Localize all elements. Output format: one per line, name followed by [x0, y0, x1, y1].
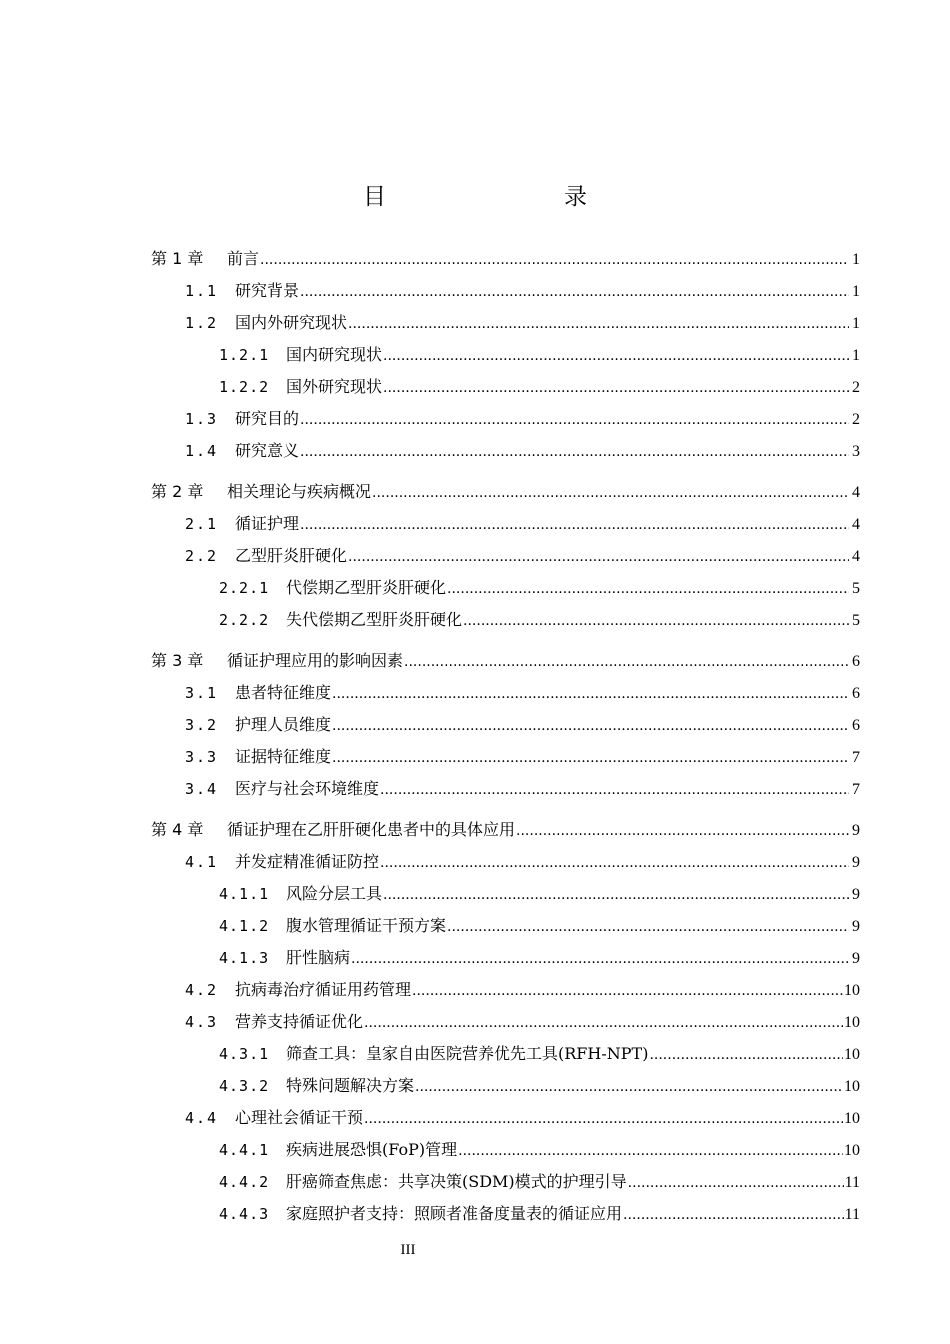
toc-entry-title: 循证护理在乙肝肝硬化患者中的具体应用 — [227, 820, 516, 839]
dot-leader — [463, 604, 849, 637]
toc-entry-number: 4.1.2 — [219, 917, 270, 935]
toc-entry-title: 研究目的 — [235, 409, 300, 428]
toc-entry[interactable] — [185, 540, 860, 572]
toc-entry-page: 9 — [852, 822, 860, 839]
toc-entry[interactable] — [219, 1166, 860, 1198]
dot-leader — [383, 339, 849, 372]
dot-leader — [300, 508, 849, 541]
toc-entry-page: 10 — [844, 1142, 860, 1159]
toc-entry[interactable] — [219, 604, 860, 636]
toc-entry[interactable] — [185, 677, 860, 709]
dot-leader — [412, 974, 843, 1007]
toc-entry-number: 2.2.2 — [219, 611, 270, 629]
dot-leader — [364, 1006, 843, 1039]
toc-entry[interactable] — [151, 476, 860, 508]
toc-entry-page: 2 — [852, 379, 860, 396]
toc-entry-number: 4.1.3 — [219, 949, 270, 967]
toc-entry[interactable] — [151, 814, 860, 846]
dot-leader — [300, 403, 849, 436]
toc-entry-title: 失代偿期乙型肝炎肝硬化 — [286, 610, 463, 629]
toc-entry-number: 2.2 — [185, 547, 219, 565]
dot-leader — [372, 476, 849, 509]
toc-entry[interactable] — [219, 1038, 860, 1070]
toc-entry[interactable] — [219, 1134, 860, 1166]
toc-entry-page: 6 — [852, 717, 860, 734]
toc-entry-title: 并发症精准循证防控 — [235, 852, 380, 871]
toc-entry-number: 4.4.1 — [219, 1141, 270, 1159]
toc-entry[interactable] — [219, 1070, 860, 1102]
toc-entry[interactable] — [185, 307, 860, 339]
toc-entry-number: 4.4.3 — [219, 1205, 270, 1223]
dot-leader — [383, 371, 849, 404]
toc-entry-number: 3.2 — [185, 716, 219, 734]
dot-leader — [649, 1038, 843, 1071]
toc-entry-title: 筛查工具：皇家自由医院营养优先工具(RFH-NPT) — [286, 1044, 649, 1063]
toc-entry[interactable] — [185, 508, 860, 540]
toc-entry-title: 乙型肝炎肝硬化 — [235, 546, 348, 565]
dot-leader — [332, 677, 849, 710]
dot-leader — [415, 1070, 843, 1103]
toc-entry-number: 4.3.2 — [219, 1077, 270, 1095]
dot-leader — [348, 540, 849, 573]
toc-entry-title: 家庭照护者支持：照顾者准备度量表的循证应用 — [286, 1204, 623, 1223]
toc-entry-page: 6 — [852, 685, 860, 702]
toc-entry-title: 研究背景 — [235, 281, 300, 300]
toc-entry[interactable] — [185, 974, 860, 1006]
toc-entry-number: 1.2.2 — [219, 378, 270, 396]
toc-entry-title: 国内外研究现状 — [235, 313, 348, 332]
toc-entry[interactable] — [185, 709, 860, 741]
toc-entry-page: 10 — [844, 982, 860, 999]
toc-entry-number: 4.4.2 — [219, 1173, 270, 1191]
dot-leader — [300, 435, 849, 468]
toc-entry-number: 第 2 章 — [151, 482, 204, 501]
toc-entry-title: 证据特征维度 — [235, 747, 332, 766]
dot-leader — [404, 645, 849, 678]
toc-entry-number: 第 1 章 — [151, 249, 204, 268]
toc-entry-title: 肝癌筛查焦虑：共享决策(SDM)模式的护理引导 — [286, 1172, 627, 1191]
toc-entry-number: 2.1 — [185, 515, 219, 533]
toc-entry-page: 5 — [852, 612, 860, 629]
toc-entry-title: 国外研究现状 — [286, 377, 383, 396]
toc-entry-number: 3.3 — [185, 748, 219, 766]
toc-entry-page: 4 — [852, 484, 860, 501]
toc-entry-page: 3 — [852, 443, 860, 460]
dot-leader — [447, 910, 849, 943]
toc-entry-number: 第 3 章 — [151, 651, 204, 670]
toc-entry-number: 1.4 — [185, 442, 219, 460]
toc-entry-title: 患者特征维度 — [235, 683, 332, 702]
toc-entry-page: 1 — [852, 315, 860, 332]
toc-entry-title: 心理社会循证干预 — [235, 1108, 364, 1127]
dot-leader — [364, 1102, 843, 1135]
toc-entry-page: 9 — [852, 950, 860, 967]
toc-entry-title: 腹水管理循证干预方案 — [286, 916, 447, 935]
toc-entry-title: 相关理论与疾病概况 — [227, 482, 372, 501]
toc-entry[interactable] — [219, 1198, 860, 1230]
toc-entry-page: 10 — [844, 1078, 860, 1095]
dot-leader — [351, 942, 849, 975]
dot-leader — [300, 275, 849, 308]
toc-entry-page: 4 — [852, 548, 860, 565]
toc-entry-page: 9 — [852, 886, 860, 903]
toc-entry[interactable] — [219, 371, 860, 403]
toc-entry[interactable] — [219, 572, 860, 604]
toc-entry[interactable] — [219, 339, 860, 371]
toc-entry-title: 特殊问题解决方案 — [286, 1076, 415, 1095]
toc-entry[interactable] — [151, 243, 860, 275]
toc-entry-page: 11 — [844, 1206, 860, 1223]
toc-entry-number: 4.3.1 — [219, 1045, 270, 1063]
toc-entry-page: 4 — [852, 516, 860, 533]
toc-entry[interactable] — [185, 773, 860, 805]
toc-entry-number: 4.1 — [185, 853, 219, 871]
toc-entry-page: 9 — [852, 854, 860, 871]
toc-entry[interactable] — [219, 878, 860, 910]
toc-entry[interactable] — [151, 645, 860, 677]
toc-entry[interactable] — [185, 741, 860, 773]
toc-entry-number: 第 4 章 — [151, 820, 204, 839]
toc-title: 目 录 — [363, 184, 631, 210]
toc-entry-title: 营养支持循证优化 — [235, 1012, 364, 1031]
toc-entry-page: 7 — [852, 781, 860, 798]
dot-leader — [380, 846, 849, 879]
dot-leader — [348, 307, 849, 340]
toc-entry-page: 9 — [852, 918, 860, 935]
toc-entry-title: 国内研究现状 — [286, 345, 383, 364]
toc-entry-title: 风险分层工具 — [286, 884, 383, 903]
toc-entry[interactable] — [185, 846, 860, 878]
toc-entry[interactable] — [185, 403, 860, 435]
toc-entry[interactable] — [185, 435, 860, 467]
toc-entry-page: 2 — [852, 411, 860, 428]
toc-entry-number: 1.1 — [185, 282, 219, 300]
toc-entry-number: 2.2.1 — [219, 579, 270, 597]
toc-entry-number: 3.4 — [185, 780, 219, 798]
dot-leader — [380, 773, 849, 806]
toc-entry-page: 1 — [852, 251, 860, 268]
toc-entry[interactable] — [219, 910, 860, 942]
toc-entry-page: 1 — [852, 283, 860, 300]
toc-entry-title: 疾病进展恐惧(FoP)管理 — [286, 1140, 458, 1159]
toc-entry[interactable] — [185, 1102, 860, 1134]
dot-leader — [383, 878, 849, 911]
toc-entry-number: 4.2 — [185, 981, 219, 999]
toc-entry-page: 10 — [844, 1014, 860, 1031]
dot-leader — [628, 1166, 844, 1199]
toc-entry-title: 前言 — [227, 249, 260, 268]
dot-leader — [260, 243, 849, 276]
toc-entry-number: 4.4 — [185, 1109, 219, 1127]
toc-entry-page: 6 — [852, 653, 860, 670]
toc-entry-number: 3.1 — [185, 684, 219, 702]
toc-entry-title: 循证护理 — [235, 514, 300, 533]
toc-entry-number: 1.2.1 — [219, 346, 270, 364]
toc-entry[interactable] — [219, 942, 860, 974]
page-number: III — [400, 1242, 416, 1258]
toc-entry-number: 4.1.1 — [219, 885, 270, 903]
dot-leader — [332, 709, 849, 742]
toc-entry-title: 抗病毒治疗循证用药管理 — [235, 980, 412, 999]
toc-entry-page: 10 — [844, 1046, 860, 1063]
dot-leader — [516, 814, 849, 847]
toc-entry-page: 11 — [844, 1174, 860, 1191]
toc-entry-title: 代偿期乙型肝炎肝硬化 — [286, 578, 447, 597]
dot-leader — [623, 1198, 844, 1231]
toc-entry-page: 7 — [852, 749, 860, 766]
dot-leader — [332, 741, 849, 774]
toc-entry-page: 5 — [852, 580, 860, 597]
toc-entry-page: 1 — [852, 347, 860, 364]
toc-entry-title: 医疗与社会环境维度 — [235, 779, 380, 798]
toc-entry-number: 1.3 — [185, 410, 219, 428]
toc-entry-title: 护理人员维度 — [235, 715, 332, 734]
toc-entry-title: 研究意义 — [235, 441, 300, 460]
toc-entry-number: 4.3 — [185, 1013, 219, 1031]
dot-leader — [458, 1134, 843, 1167]
toc-entry[interactable] — [185, 1006, 860, 1038]
toc-entry-title: 肝性脑病 — [286, 948, 351, 967]
toc-entry-title: 循证护理应用的影响因素 — [227, 651, 404, 670]
toc-entry-number: 1.2 — [185, 314, 219, 332]
toc-entry[interactable] — [185, 275, 860, 307]
toc-entry-page: 10 — [844, 1110, 860, 1127]
dot-leader — [447, 572, 849, 605]
